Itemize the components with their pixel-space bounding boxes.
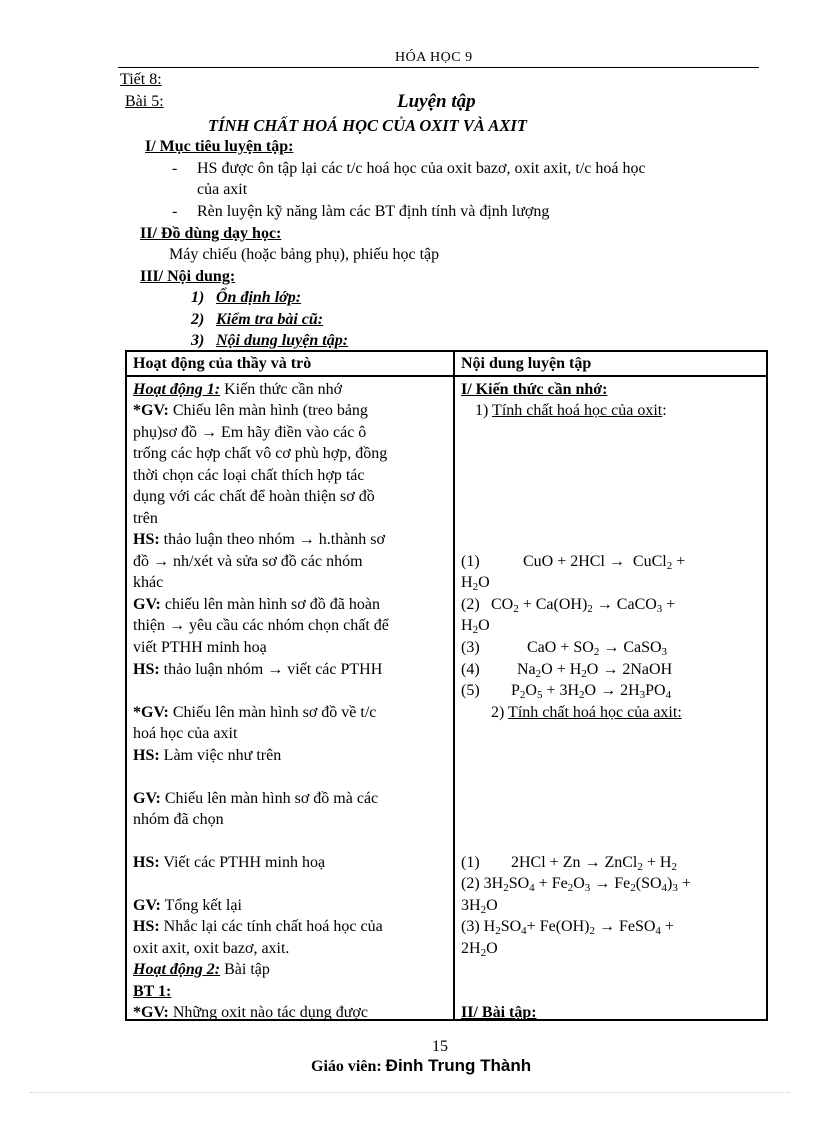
hs-text: Viết các PTHH minh hoạ bbox=[159, 854, 326, 871]
period-label: Tiết 8: bbox=[120, 71, 162, 88]
activity-2-label: Hoạt động 2: bbox=[133, 961, 221, 978]
activities-cell bbox=[126, 376, 454, 1020]
oxit-equation-2-cont: $H_2O$ bbox=[461, 617, 490, 636]
hs-text: thảo luận theo nhóm → h.thành sơ bbox=[159, 531, 385, 548]
step-1-num: 1) bbox=[191, 289, 205, 306]
col-header-activities: Hoạt động của thầy và trò bbox=[126, 351, 454, 376]
gv-label: *GV: bbox=[133, 704, 169, 721]
oxit-equation-1: CuO + 2HCl → CuCl$_2$ + bbox=[523, 553, 686, 572]
step-2-label: Kiểm tra bài cũ: bbox=[216, 311, 324, 328]
axit-equation-2-cont: $3H_2O$ bbox=[461, 897, 498, 916]
axit-equation-2: (2) $3H_2SO_4 + Fe_2O_3 \to Fe_2(SO_4)_3$ + bbox=[461, 875, 691, 894]
axit-equation-1: 2HCl + Zn → ZnCl$_2$ + $H_2$ bbox=[511, 854, 677, 873]
gv-text: trống các hợp chất vô cơ phù hợp, đồng bbox=[133, 445, 388, 462]
gv-text: Tổng kết lại bbox=[160, 897, 242, 914]
gv-text: viết PTHH minh hoạ bbox=[133, 639, 267, 656]
gv-text: phụ)sơ đồ → Em hãy điền vào các ô bbox=[133, 424, 367, 441]
equipment-text: Máy chiếu (hoặc bảng phụ), phiếu học tập bbox=[169, 246, 440, 263]
axit-equation-3-cont: $2H_2O$ bbox=[461, 940, 498, 959]
equation-num: (3) bbox=[461, 639, 480, 656]
activity-1-label: Hoạt động 1: bbox=[133, 381, 221, 398]
equation-num: (4) bbox=[461, 661, 480, 678]
hs-text: Nhắc lại các tính chất hoá học của bbox=[159, 918, 383, 935]
axit-properties-heading: Tính chất hoá học của axit: bbox=[508, 704, 682, 721]
objective-1-line2: của axit bbox=[197, 181, 248, 198]
lesson-subtitle: TÍNH CHẤT HOÁ HỌC CỦA OXIT VÀ AXIT bbox=[208, 116, 527, 135]
axit-equation-3: (3) $H_2SO_4+ Fe(OH)_2$ → FeSO$_4$ + bbox=[461, 918, 674, 937]
hs-label: HS: bbox=[133, 918, 160, 935]
running-header: HÓA HỌC 9 bbox=[395, 50, 473, 65]
hs-text: thảo luận nhóm → viết các PTHH bbox=[159, 661, 383, 678]
teacher-line bbox=[311, 1056, 531, 1076]
gv-text: hoá học của axit bbox=[133, 725, 238, 742]
equation-num: (1) bbox=[461, 553, 480, 570]
gv-text: Chiếu lên màn hình sơ đồ về t/c bbox=[168, 704, 377, 721]
objective-2: Rèn luyện kỹ năng làm các BT định tính và định lượng bbox=[197, 203, 550, 220]
objective-1-line1: HS được ôn tập lại các t/c hoá học của oxit bazơ, oxit axit, t/c hoá học bbox=[197, 160, 646, 177]
oxit-equation-3: CaO + $SO_2$ → CaSO$_3$ bbox=[527, 639, 668, 658]
hs-text: oxit axit, oxit bazơ, axit. bbox=[133, 940, 290, 957]
gv-text: Chiếu lên màn hình sơ đồ mà các bbox=[160, 790, 379, 807]
gv-text: nhóm đã chọn bbox=[133, 811, 224, 828]
axit-heading-num: 2) bbox=[491, 704, 505, 721]
lesson-title: Luyện tập bbox=[397, 91, 476, 112]
gv-label: GV: bbox=[133, 790, 161, 807]
exercise-1-label: BT 1: bbox=[133, 983, 172, 1000]
col-header-content: Nội dung luyện tập bbox=[454, 351, 767, 376]
gv-text: Những oxit nào tác dụng được bbox=[168, 1004, 368, 1021]
lesson-number: Bài 5: bbox=[125, 93, 164, 110]
equation-num: (5) bbox=[461, 682, 480, 699]
gv-text: trên bbox=[133, 510, 158, 527]
gv-text: thiện → yêu cầu các nhóm chọn chất để bbox=[133, 617, 389, 634]
gv-label: *GV: bbox=[133, 1004, 169, 1021]
hs-label: HS: bbox=[133, 531, 160, 548]
step-3-num: 3) bbox=[191, 332, 205, 349]
content-cell: I/ Kiến thức cần nhớ: 1) Tính chất hoá học của oxit: (1) CuO + 2HCl → CuCl$_2$ + $H_2O$ (2) $CO_2 + Ca(OH)_2$ → CaCO$_3$ + $H_2O$ (3) CaO + $SO_2$ → CaSO$_3$ (4) $Na_2O + H_2O$ → 2NaOH (5) $P_2O_5 + 3H_2O \to 2H_3PO_4$ 2) Tính chất hoá học của axit: (1) 2HCl + Zn → ZnCl$_2$ + $H_2$ (2) $3H_2SO_4 + Fe_2O_3 \to Fe_2(SO_4)_3$ + $3H_2O$ (3) $H_2SO_4+ Fe(OH)_2$ → FeSO$_4$ + $2H_2O$ II/ Bài tập: bbox=[454, 376, 767, 1020]
section3-heading: III/ Nội dung: bbox=[140, 268, 236, 285]
activity-1-text: Kiến thức cần nhớ bbox=[220, 381, 343, 398]
knowledge-heading: I/ Kiến thức cần nhớ: bbox=[461, 381, 608, 398]
hs-text: đồ → nh/xét và sửa sơ đồ các nhóm bbox=[133, 553, 363, 570]
oxit-equation-5: $P_2O_5 + 3H_2O \to 2H_3PO_4$ bbox=[511, 682, 672, 701]
step-1-label: Ổn định lớp: bbox=[216, 289, 302, 306]
header-rule bbox=[118, 67, 759, 68]
oxit-equation-1-cont: $H_2O$ bbox=[461, 574, 490, 593]
teacher-label: Giáo viên: bbox=[311, 1058, 382, 1075]
section1-heading: I/ Mục tiêu luyện tập: bbox=[145, 138, 294, 155]
step-3-label: Nội dung luyện tập: bbox=[216, 332, 349, 349]
step-2-num: 2) bbox=[191, 311, 205, 328]
gv-text: thời chọn các loại chất thích hợp tác bbox=[133, 467, 365, 484]
oxit-heading-num: 1) bbox=[475, 402, 489, 419]
section2-heading: II/ Đồ dùng dạy học: bbox=[140, 225, 282, 242]
hs-text: khác bbox=[133, 574, 164, 591]
oxit-properties-heading: Tính chất hoá học của oxit bbox=[492, 402, 663, 419]
equation-num: (1) bbox=[461, 854, 480, 871]
gv-text: chiếu lên màn hình sơ đồ đã hoàn bbox=[160, 596, 380, 613]
gv-label: GV: bbox=[133, 596, 161, 613]
teacher-name: Đinh Trung Thành bbox=[385, 1056, 532, 1075]
oxit-equation-4: $Na_2O + H_2O$ → 2NaOH bbox=[517, 661, 673, 680]
lesson-table bbox=[125, 350, 768, 1021]
hs-label: HS: bbox=[133, 747, 160, 764]
page-bottom-divider bbox=[30, 1092, 790, 1093]
bullet-dash: - bbox=[172, 160, 178, 177]
equation-num: (2) bbox=[461, 596, 480, 613]
gv-label: GV: bbox=[133, 897, 161, 914]
gv-text: Chiếu lên màn hình (treo bảng bbox=[168, 402, 368, 419]
page-number: 15 bbox=[432, 1038, 448, 1055]
oxit-equation-2: $CO_2 + Ca(OH)_2$ → CaCO$_3$ + bbox=[491, 596, 676, 615]
exercises-heading: II/ Bài tập: bbox=[461, 1004, 537, 1021]
hs-label: HS: bbox=[133, 661, 160, 678]
activity-2-text: Bài tập bbox=[220, 961, 270, 978]
gv-label: *GV: bbox=[133, 402, 169, 419]
bullet-dash: - bbox=[172, 203, 178, 220]
hs-text: Làm việc như trên bbox=[159, 747, 282, 764]
gv-text: dụng với các chất để hoàn thiện sơ đồ bbox=[133, 488, 375, 505]
hs-label: HS: bbox=[133, 854, 160, 871]
